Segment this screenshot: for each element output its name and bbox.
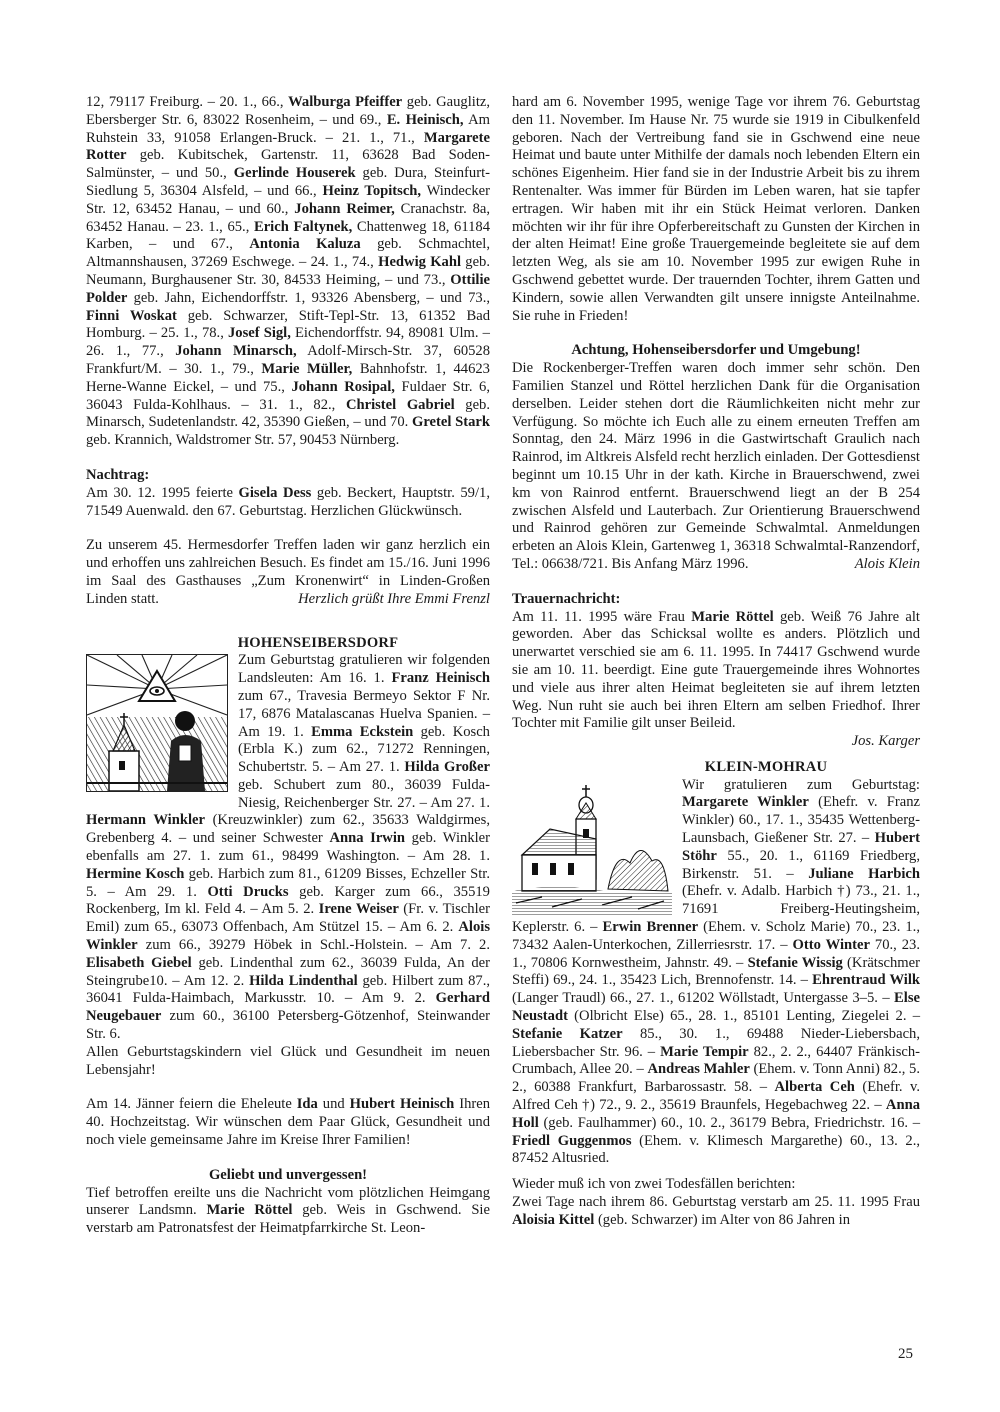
person-name: Erich Faltynek,	[253, 218, 353, 235]
birthday-list-continued: 12, 79117 Freiburg. – 20. 1., 66., Walburga Pfeiffer geb. Gauglitz, Ebersberger Str. 6, 83022 Rosenheim, – und 69., E. Heinisch, Am Ruhstein 33, 91058 Erlangen-Bruck. – 21. 1., 71., Margarete Rotter geb. Kubitschek, Gartenstr. 11, 63628 Bad Soden-Salmünster, – und 50., Gerlinde Houserek geb. Dura, Steinfurt-Siedlung 5, 36304 Alsfeld, – und 66., Heinz Topitsch, Windecker Str. 12, 63452 Hanau, – und 60., Johann Reimer, Cranachstr. 8a, 63452 Hanau. – 23. 1., 65., Erich Faltynek, Chattenweg 18, 61184 Karben, – und 67., Antonia Kaluza geb. Schmachtel, Altmannshausen, 37269 Eschwege. – 24. 1., 74., Hedwig Kahl geb. Neumann, Burghausener Str. 30, 84533 Heiming, – und 73., Ottilie Polder geb. Jahn, Eichendorffstr. 1, 93326 Abensberg, – und 73., Finni Woskat geb. Schwarzer, Stift-Tepl-Str. 13, 61352 Bad Homburg. – 25. 1., 78., Josef Sigl, Eichendorffstr. 94, 89081 Ulm. – 26. 1., 77., Johann Minarsch, Adolf-Mirsch-Str. 37, 60528 Frankfurt/M. – 30. 1., 79., Marie Müller, Bahnhofstr. 1, 44623 Herne-Wanne Eickel, – und 75., Johann Rosipal, Fuldaer Str. 6, 36043 Fulda-Kohlhaus. – 31. 1., 82., Christel Gabriel geb. Minarsch, Sudetenlandstr. 42, 35390 Gießen, – und 70. Gretel Stark geb. Krannich, Waldstromer Str. 57, 90453 Nürnberg.	[86, 94, 491, 449]
obituary-continued: hard am 6. November 1995, wenige Tage vor ihrem 76. Geburtstag den 11. November. Im Hause Nr. 75 wurde sie 1919 in Cibulkenfeld geboren. Nach der Vertreibung fand sie in Gschwend eine neue Heimat und baute unter Mithilfe der damals noch lebenden Eltern ein schönes Eigenheim. Hier fand sie in der Industrie Arbeit bis zu ihrem Rentenalter. Was immer für Bürden im Leben waren, hat sie tapfer ertragen. Wir haben mit ihr ein Stück Heimat verloren. Danken möchten wir ihr für ihre Opferbereitschaft zu Gunsten der Kirchen in der alten Heimat! Eine große Trauergemeinde begleitete sie auf dem letzten Weg, als sie am 10. November 1995 zur ewigen Ruhe in Gschwend gebettet wurde. Der trauernden Tochter, ihrem Gatten und Kindern, sowie allen Verwandten gilt unsere innigste Anteilnahme. Sie ruhe in Frieden!	[512, 94, 920, 324]
hohenseibersdorf-title: HOHENSEIBERSDORF	[237, 634, 399, 651]
treffen-text: Zu unserem 45. Hermesdorfer Treffen laden wir ganz herzlich ein und erhoffen uns zahlreichen Besuch. Es findet am 15./16. Juni 1996 im Saal des Gasthauses „Zum Kronenwirt“ in Linden-Großen Linden statt.	[86, 537, 490, 607]
klein-mohrau-church-image	[512, 779, 672, 915]
person-name: Finni Woskat	[86, 307, 177, 324]
woodcut-illustration	[87, 655, 227, 791]
trauer-signature: Jos. Karger	[851, 733, 920, 750]
wedding-anniversary: Am 14. Jänner feiern die Eheleute Ida und Hubert Heinisch Ihren 40. Hochzeitstag. Wir wünschen dem Paar Glück, Gesundheit und noch viele gemeinsame Jahre im Kreise Ihrer Familien!	[86, 1096, 491, 1149]
person-name: Margarete Winkler	[682, 794, 809, 811]
person-name: Ida	[296, 1096, 318, 1113]
person-name: Johann Reimer,	[294, 200, 395, 217]
left-column	[86, 94, 490, 1238]
person-name: Ottilie Polder	[86, 271, 490, 306]
person-name: E. Heinisch,	[386, 111, 464, 128]
nachtrag-heading: Nachtrag:	[86, 466, 150, 483]
person-name: Anna Irwin	[329, 830, 406, 847]
trauer-text: Am 11. 11. 1995 wäre Frau Marie Röttel geb. Weiß 76 Jahre alt geworden. Aber das Schicksal wollte es anders. Plötzlich und unerwartet verschied sie am 6. 11. 1995. In 74417 Gschwend wurde sie am 10. 11. beerdigt. Eine gute Trauergemeinde ihres Wohnortes und viele aus ihrer alten Heimat begleiteten sie auf ihrem letzten Weg. Nun ruht sie auch bei ihren Eltern am selben Friedhof. Ihrer Tochter mit Familie gilt unser Beileid.	[512, 608, 920, 732]
person-name: Otto Winter	[792, 936, 870, 953]
treffen-announcement	[86, 537, 490, 608]
klein-mohrau-birthdays: Wir gratulieren zum Geburtstag: Margarete Winkler (Ehefr. v. Franz Winkler) 60., 17. 1., 35435 Wettenberg-Launsbach, Gießener Str. 27. – Hubert Stöhr 55., 20. 1., 61169 Friedberg, Birkenstr. 51. – Juliane Harbich (Ehefr. v. Adalb. Harbich †) 73., 21. 1., 71691 Freiberg-Heutingsheim, Keplerstr. 6. – Erwin Brenner (Ehem. v. Scholz Marie) 70., 23. 1., 73432 Aalen-Unterkochen, Zillerriesrstr. 17. – Otto Winter 70., 23. 1., 70806 Kornwestheim, Jahnstr. 49. – Stefanie Wissig (Krätschmer Steffi) 69., 24. 1., 35423 Lich, Brennofenstr. 14. – Ehrentraud Wilk (Langer Traudl) 66., 27. 1., 61202 Wöllstadt, Untergasse 3–5. – Else Neustadt (Olbricht Else) 65., 28. 1., 85101 Lenting, Ziegelei 2. – Stefanie Katzer 85., 30. 1., 69488 Nieder-Liebersbach, Liebersbacher Str. 96. – Marie Tempir 82., 2. 2., 64407 Fränkisch-Crumbach, Allee 20. – Andreas Mahler (Ehem. v. Tonn Anni) 82., 5. 2., 60388 Frankfurt, Barbarossastr. 58. – Alberta Ceh (Ehefr. v. Alfred Ceh †) 72., 9. 2., 35619 Braunfels, Hegebachweg 22. – Anna Holl (geb. Faulhammer) 60., 10. 2., 36179 Bebra, Friedrichstr. 16. – Friedl Guggenmos (Ehem. v. Klimesch Margarethe) 60., 13. 2., 87452 Altusried.	[512, 776, 921, 1167]
person-name: Marie Tempir	[660, 1043, 749, 1060]
person-name: Andreas Mahler	[647, 1061, 750, 1078]
person-name: Margarete Rotter	[86, 129, 490, 164]
person-name: Stefanie Katzer	[512, 1025, 623, 1042]
person-name: Hermann Winkler	[86, 812, 205, 829]
klein-mohrau-title: KLEIN-MOHRAU	[704, 758, 828, 775]
person-name: Stefanie Wissig	[747, 954, 843, 971]
person-name: Gisela Dess	[238, 484, 312, 501]
geliebt-text: Tief betroffen ereilte uns die Nachricht vom plötzlichen Heimgang unserer Landsmn. Marie Röttel geb. Weis in Gschwend. Sie verstarb am Patronatsfest der Heimatpfarrkirche St. Leon-	[86, 1184, 490, 1237]
person-name: Marie Röttel	[691, 608, 774, 625]
person-name: Gerhard Neugebauer	[86, 990, 490, 1025]
person-name: Johann Minarsch,	[175, 343, 297, 360]
person-name: Ehrentraud Wilk	[812, 972, 921, 989]
person-name: Josef Sigl,	[227, 325, 291, 342]
person-name: Aloisia Kittel	[512, 1211, 595, 1228]
person-name: Hilda Großer	[404, 759, 490, 776]
trauer-heading: Trauernachricht:	[512, 590, 621, 607]
person-name: Marie Müller,	[261, 360, 353, 377]
hohenseibersdorf-closing: Allen Geburtstagskindern viel Glück und Gesundheit im neuen Lebensjahr!	[86, 1043, 490, 1078]
person-name: Hedwig Kahl	[378, 254, 462, 271]
person-name: Else Neustadt	[512, 990, 920, 1025]
achtung-heading: Achtung, Hohenseibersdorfer und Umgebung!	[571, 342, 861, 359]
person-name: Marie Röttel	[206, 1202, 293, 1219]
person-name: Alois Winkler	[86, 919, 490, 954]
achtung-signature: Alois Klein	[854, 555, 920, 572]
nachtrag-text: Am 30. 12. 1995 feierte Gisela Dess geb. Beckert, Hauptstr. 59/1, 71549 Auenwald. den 67. Geburtstag. Herzlichen Glückwünsch.	[86, 484, 490, 519]
todesfaelle-text: Zwei Tage nach ihrem 86. Geburtstag verstarb am 25. 11. 1995 Frau Aloisia Kittel (geb. Schwarzer) im Alter von 86 Jahren in	[512, 1194, 920, 1228]
hohenseibersdorf-birthdays: Zum Geburtstag gratulieren wir folgenden Landsleuten: Am 16. 1. Franz Heinisch zum 67., Travesia Bermeyo Sektor F Nr. 17, 6876 Matalascanas Huelva Spanien. – Am 19. 1. Emma Eckstein geb. Kosch (Erbla K.) zum 62., 71272 Renningen, Schubertstr. 5. – Am 27. 1. Hilda Großer geb. Schubert zum 80., 36039 Fulda-Niesig, Reichenberger Str. 27. – Am 27. 1. Hermann Winkler (Kreuzwinkler) zum 62., 35633 Waldgirmes, Grebenberg 4. – und seiner Schwester Anna Irwin geb. Winkler ebenfalls am 27. 1. zum 61., 98499 Washington. – Am 28. 1. Hermine Kosch geb. Harbich zum 81., 61209 Bisses, Echzeller Str. 5. – Am 29. 1. Otti Drucks geb. Karger zum 66., 35519 Rockenberg, Im kl. Feld 4. – Am 5. 2. Irene Weiser (Fr. v. Tischler Emil) zum 65., 63073 Offenbach, Am Stützel 15. – Am 6. 2. Alois Winkler zum 66., 39279 Höbek in Schl.-Holstein. – Am 7. 2. Elisabeth Giebel geb. Lindenthal zum 62., 36039 Fulda, An der Steingrube10. – Am 12. 2. Hilda Lindenthal geb. Hilbert zum 87., 36041 Fulda-Haimbach, Markusstr. 10. – Am 9. 2. Gerhard Neugebauer zum 60., 36100 Petersberg-Götzenhof, Steinwander Str. 6.	[86, 652, 491, 1043]
person-name: Erwin Brenner	[602, 919, 699, 936]
person-name: Hilda Lindenthal	[249, 972, 358, 989]
person-name: Johann Rosipal,	[291, 378, 395, 395]
person-name: Gerlinde Houserek	[233, 165, 356, 182]
person-name: Otti Drucks	[207, 883, 289, 900]
right-column	[512, 94, 920, 1230]
person-name: Anna Holl	[512, 1097, 920, 1131]
person-name: Antonia Kaluza	[249, 236, 361, 253]
church-illustration	[512, 779, 672, 915]
person-name: Walburga Pfeiffer	[288, 94, 403, 110]
person-name: Hermine Kosch	[86, 865, 185, 882]
person-name: Irene Weiser	[318, 901, 399, 918]
person-name: Hubert Stöhr	[682, 830, 920, 864]
person-name: Hubert Heinisch	[349, 1096, 455, 1113]
person-name: Juliane Harbich	[808, 865, 921, 882]
person-name: Friedl Guggenmos	[512, 1132, 632, 1149]
hohenseibersdorf-woodcut-image	[86, 654, 228, 792]
person-name: Christel Gabriel	[345, 396, 455, 413]
todesfaelle-intro: Wieder muß ich von zwei Todesfällen berichten:	[512, 1176, 796, 1193]
page-number: 25	[898, 1346, 913, 1362]
person-name: Gretel Stark	[411, 414, 490, 431]
person-name: Alberta Ceh	[774, 1079, 855, 1096]
person-name: Heinz Topitsch,	[322, 182, 422, 199]
achtung-text: Die Rockenberger-Treffen waren doch immer sehr schön. Den Familien Stanzel und Röttel herzlichen Dank für die Organisation derselben. Leider stehen dort die Räumlichkeiten nicht mehr zur Verfügung. So möchte ich Euch alle zu einem erneuten Treffen am Sonntag, den 24. März 1996 in die Gastwirtschaft Graulich nach Rainrod, im Altkreis Alsfeld recht herzlich einladen. Der Gottesdienst beginnt um 10.15 Uhr in der kath. Kirche in Brauerschwend, zwei km von Rainrod entfernt. Brauerschwend liegt an der B 254 zwischen Alsfeld und Lauterbach. Zur Orientierung Brauerschwend und Rainrod gehören zur Gemeinde Schwalmtal. Anmeldungen erbeten an Alois Klein, Gartenweg 1, 36318 Schwalmtal-Ranzendorf, Tel.: 06638/721. Bis Anfang März 1996. Alois Klein	[512, 360, 920, 572]
person-name: Emma Eckstein	[311, 723, 414, 740]
treffen-signature: Herzlich grüßt Ihre Emmi Frenzl	[298, 590, 490, 607]
person-name: Elisabeth Giebel	[86, 954, 192, 971]
geliebt-heading: Geliebt und unvergessen!	[208, 1166, 368, 1183]
person-name: Franz Heinisch	[391, 670, 490, 687]
